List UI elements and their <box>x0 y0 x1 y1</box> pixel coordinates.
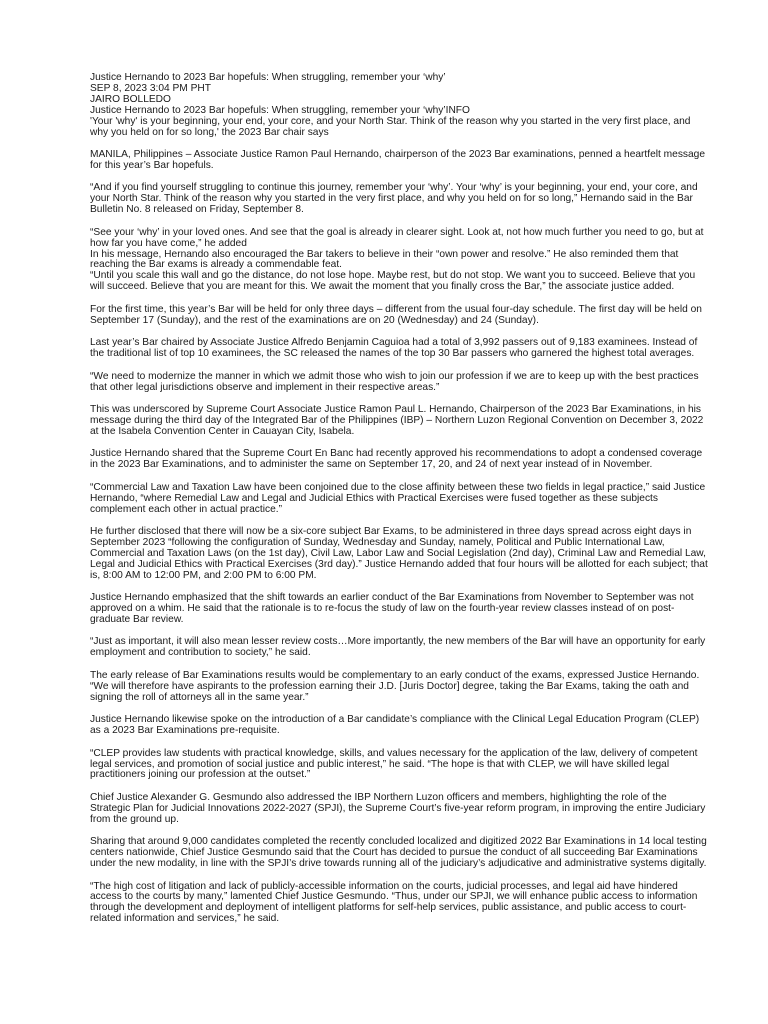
article-paragraph: “See your ‘why’ in your loved ones. And see that the goal is already in clearer sight. Look at, not how much further you need to go, but at how far you have come,” he added <box>90 226 704 249</box>
article-paragraph: Justice Hernando likewise spoke on the introduction of a Bar candidate’s compliance with the Clinical Legal Education Program (CLEP) as a 2023 Bar Examinations pre-requisite. <box>90 714 700 737</box>
article-paragraph: Justice Hernando shared that the Supreme Court En Banc had recently approved his recommendations to adopt a condensed coverage in the 2023 Bar Examinations, and to administer the same on September 17, 20, and 24 of next year instead of in November. <box>90 448 703 471</box>
article-author: JAIRO BOLLEDO <box>90 93 171 105</box>
article-paragraph: He further disclosed that there will now be a six-core subject Bar Exams, to be administered in three days spread across eight days in September 2023 “following the configuration of Sunday, Wednesday and Sunday, namely, Political and Public International Law, Commercial and Taxation Laws (on the 1st day), Civil Law, Labor Law and Social Legislation (2nd day), Criminal Law and Remedial Law, Legal and Judicial Ethics with Practical Exercises (3rd day).” Justice Hernando added that four hours will be allotted for each subject; that is, 8:00 AM to 12:00 PM, and 2:00 PM to 6:00 PM. <box>90 526 708 581</box>
article-title: Justice Hernando to 2023 Bar hopefuls: When struggling, remember your ‘why’ <box>90 72 446 83</box>
article-paragraph: MANILA, Philippines – Associate Justice Ramon Paul Hernando, chairperson of the 2023 Bar examinations, penned a heartfelt message for this year’s Bar hopefuls. <box>90 149 705 171</box>
article-paragraph: “We need to modernize the manner in which we admit those who wish to join our profession if we are to keep up with the best practices that other legal jurisdictions observe and implement in their respective areas.” <box>90 370 699 393</box>
article-paragraph: This was underscored by Supreme Court Associate Justice Ramon Paul L. Hernando, Chairperson of the 2023 Bar Examinations, in his message during the third day of the Integrated Bar of the Philippines (IBP) – Northern Luzon Regional Convention on December 3, 2022 at the Isabela Convention Center in Cauayan City, Isabela. <box>90 404 704 437</box>
article-paragraph: “Until you scale this wall and go the distance, do not lose hope. Maybe rest, but do not stop. We want you to succeed. Believe that you will succeed. Believe that you are meant for this. We await the moment that you finally cross the Bar,” the associate justice added. <box>90 270 696 293</box>
article-paragraph: “And if you find yourself struggling to continue this journey, remember your ‘why’. Your ‘why’ is your beginning, your end, your core, and your North Star. Think of the reason why you started in the very first place, and why you held on for so long,” Hernando said in the Bar Bulletin No. 8 released on Friday, September 8. <box>90 182 698 216</box>
article-page <box>90 73 708 937</box>
article-paragraph: For the first time, this year’s Bar will be held for only three days – different from the usual four-day schedule. The first day will be held on September 17 (Sunday), and the rest of the examinations are on 20 (Wednesday) and 24 (Sunday). <box>90 303 702 326</box>
article-paragraph: Sharing that around 9,000 candidates completed the recently concluded localized and digitized 2022 Bar Examinations in 14 local testing centers nationwide, Chief Justice Gesmundo said that the Court has decided to pursue the conduct of all succeeding Bar Examinations under the new modality, in line with the SPJI’s drive towards running all of the judiciary’s adjudicative and administrative systems digitally. <box>90 836 707 870</box>
article-paragraph: “Just as important, it will also mean lesser review costs…More importantly, the new members of the Bar will have an opportunity for early employment and contribution to society,” he said. <box>90 636 706 659</box>
article-paragraph: Chief Justice Alexander G. Gesmundo also addressed the IBP Northern Luzon officers and members, highlighting the role of the Strategic Plan for Judicial Innovations 2022-2027 (SPJI), the Supreme Court’s five-year reform program, in improving the entire Judiciary from the ground up. <box>90 791 706 825</box>
article-paragraph: Justice Hernando emphasized that the shift towards an earlier conduct of the Bar Examinations from November to September was not approved on a whim. He said that the rationale is to re-focus the study of law on the fourth-year review classes instead of on post-graduate Bar review. <box>90 592 694 625</box>
article-summary: 'Your 'why' is your beginning, your end, your core, and your North Star. Think of the reason why you started in the very first place, and why you held on for so long,' the 2023 Bar chair says <box>90 115 691 138</box>
article-paragraph: Last year’s Bar chaired by Associate Justice Alfredo Benjamin Caguioa had a total of 3,992 passers out of 9,183 examinees. Instead of the traditional list of top 10 examinees, the SC released the names of the top 30 Bar passers who garnered the highest total averages. <box>90 337 698 360</box>
article-paragraph: In his message, Hernando also encouraged the Bar takers to believe in their “own power and resolve.” He also reminded them that reaching the Bar exams is already a commendable feat. <box>90 248 679 271</box>
article-paragraph: “The high cost of litigation and lack of publicly-accessible information on the courts, judicial processes, and legal aid have hindered access to the courts by many,” lamented Chief Justice Gesmundo. “Thus, under our SPJI, we will enhance public access to information through the development and deployment of intelligent platforms for self-help services, public assistance, and public access to court-related information and services,” he said. <box>90 880 698 925</box>
article-paragraph: The early release of Bar Examinations results would be complementary to an early conduct of the exams, expressed Justice Hernando. “We will therefore have aspirants to the profession earning their J.D. [Juris Doctor] degree, taking the Bar Exams, taking the oath and signing the roll of attorneys all in the same year.” <box>90 669 700 703</box>
article-title-info: Justice Hernando to 2023 Bar hopefuls: When struggling, remember your ‘why’INFO <box>90 104 470 116</box>
article-paragraph: “Commercial Law and Taxation Law have been conjoined due to the close affinity between these two fields in legal practice,” said Justice Hernando, “where Remedial Law and Legal and Judicial Ethics with Practical Exercises were fused together as these subjects complement each other in actual practice.” <box>90 481 706 515</box>
article-dateline: SEP 8, 2023 3:04 PM PHT <box>90 82 211 94</box>
article-paragraph: “CLEP provides law students with practical knowledge, skills, and values necessary for the application of the law, delivery of competent legal services, and promotion of social justice and public interest,” he said. “The hope is that with CLEP, we will have skilled legal practitioners joining our profession at the outset.” <box>90 747 698 781</box>
